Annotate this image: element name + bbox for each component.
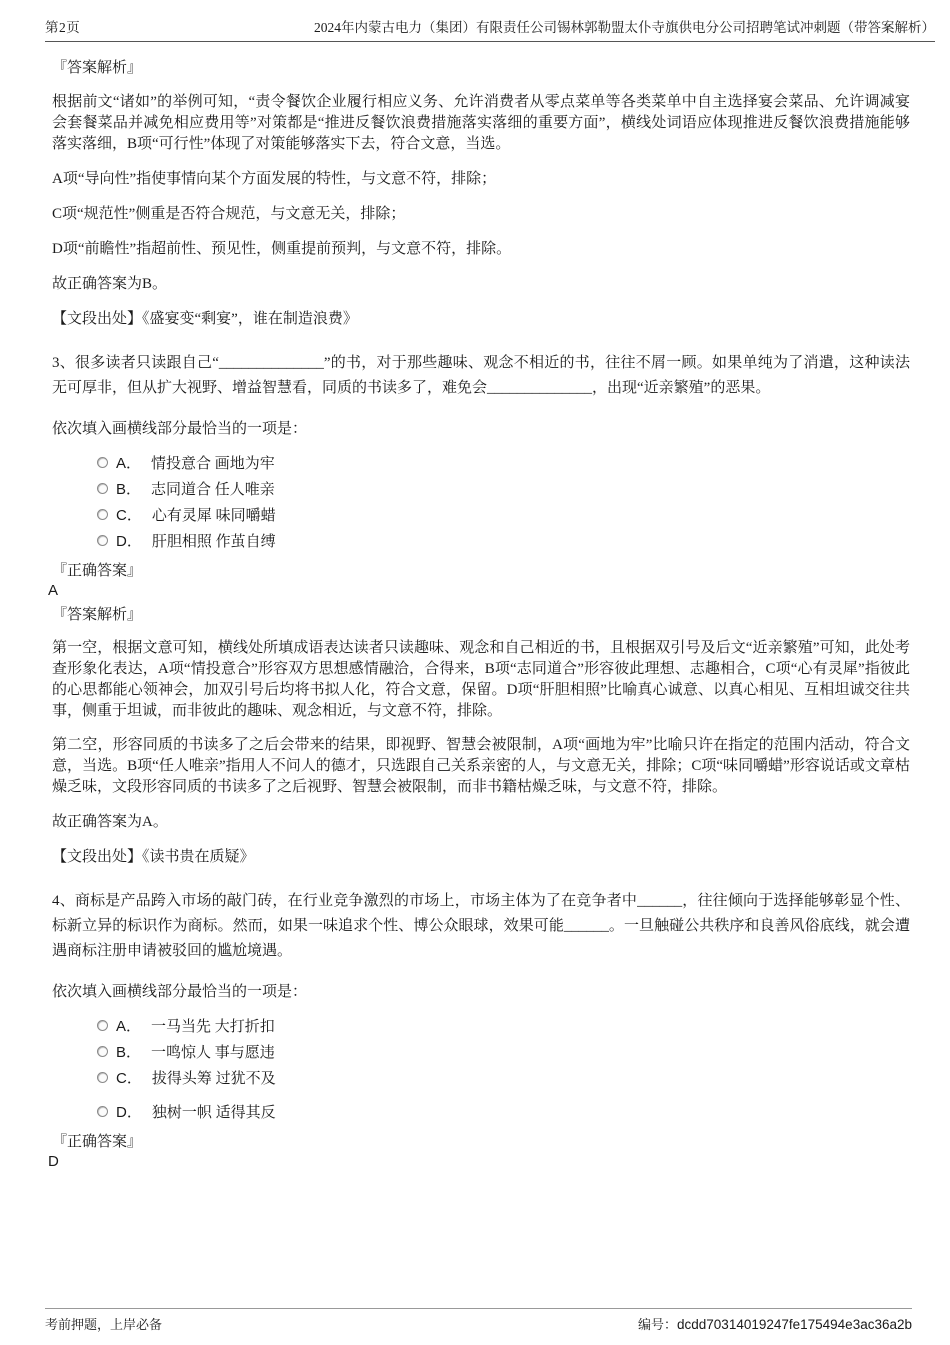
q2-analysis-heading: 『答案解析』 [52, 60, 143, 76]
question-3-instruction: 依次填入画横线部分最恰当的一项是： [52, 421, 308, 437]
option-text: 志同道合 任人唯亲 [151, 481, 275, 498]
q4-answer-heading: 『正确答案』 [52, 1134, 143, 1150]
option-letter: D． [116, 1103, 142, 1121]
option-letter: B． [116, 480, 142, 498]
radio-icon[interactable] [97, 457, 108, 468]
radio-icon[interactable] [97, 1046, 108, 1057]
option-text: 一马当先 大打折扣 [151, 1018, 275, 1035]
footer-code-wrap [638, 1314, 912, 1333]
q2-conclusion: 故正确答案为B。 [52, 276, 168, 292]
option-text: 情投意合 画地为牢 [151, 455, 275, 472]
q3-analysis-heading: 『答案解析』 [52, 607, 143, 623]
radio-icon[interactable] [97, 535, 108, 546]
radio-icon[interactable] [97, 1020, 108, 1031]
question-4-option-a[interactable] [97, 1012, 910, 1038]
option-text: 心有灵犀 味同嚼蜡 [151, 507, 276, 524]
option-text: 一鸣惊人 事与愿违 [151, 1044, 275, 1061]
question-4-instruction: 依次填入画横线部分最恰当的一项是： [52, 984, 308, 1000]
document-title: 2024年内蒙古电力（集团）有限责任公司锡林郭勒盟太仆寺旗供电分公司招聘笔试冲刺题（带答案解析） [314, 20, 935, 35]
q2-analysis-option-a: A项“导向性”指使事情向某个方面发展的特性，与文意不符，排除； [52, 171, 497, 187]
q3-source-reference: 【文段出处】《读书贵在质疑》 [52, 849, 255, 865]
option-letter: C． [116, 506, 142, 524]
radio-icon[interactable] [97, 483, 108, 494]
radio-icon[interactable] [97, 1106, 108, 1117]
q3-analysis-paragraph-2: 第二空，形容同质的书读多了之后会带来的结果，即视野、智慧会被限制，A项“画地为牢”比喻只许在指定的范围内活动，符合文意，当选。B项“任人唯亲”指用人不问人的德才，只选跟自己关系亲密的人，与文意无关，排除；C项“味同嚼蜡”形容说话或文章枯燥乏味，文段形容同质的书读多了之后视野、智慧会被限制，而非书籍枯燥乏味，与文意不符，排除。 [52, 737, 910, 795]
q3-answer-heading: 『正确答案』 [52, 563, 143, 579]
q3-analysis-paragraph-1: 第一空，根据文意可知，横线处所填成语表达读者只读趣味、观念和自己相近的书，且根据双引号及后文“近亲繁殖”可知，此处考查形象化表达，A项“情投意合”形容双方思想感情融洽，合得来，B项“志同道合”形容彼此理想、志趣相合，C项“心有灵犀”指彼此的心思都能心领神会，加双引号后均将书拟人化，符合文意，保留。D项“肝胆相照”比喻真心诚意、以真心相见、互相坦诚交往共事，侧重于坦诚，而非彼此的趣味、观念相近，与文意不符，排除。 [52, 640, 910, 719]
q3-answer-letter: A [48, 582, 59, 599]
option-letter: D． [116, 532, 142, 550]
option-text: 独树一帜 适得其反 [151, 1104, 276, 1121]
question-3-option-b[interactable] [97, 475, 910, 501]
q3-conclusion: 故正确答案为A。 [52, 814, 168, 830]
question-4-options [52, 1012, 910, 1124]
question-3-option-c[interactable] [97, 501, 910, 527]
footer-code: dcdd70314019247fe175494e3ac36a2b [677, 1317, 912, 1332]
question-3-option-a[interactable] [97, 449, 910, 475]
question-3-stem: 3、很多读者只读跟自己“______________”的书，对于那些趣味、观念不相近的书，往往不屑一顾。如果单纯为了消遣，这种读法无可厚非，但从扩大视野、增益智慧看，同质的书读多了，难免会______________，出现“近亲繁殖”的恶果。 [52, 355, 910, 396]
question-4-stem: 4、商标是产品跨入市场的敲门砖，在行业竞争激烈的市场上，市场主体为了在竞争者中______，往往倾向于选择能够彰显个性、标新立异的标识作为商标。然而，如果一味追求个性、博公众眼球，效果可能______。一旦触碰公共秩序和良善风俗底线，就会遭遇商标注册申请被驳回的尴尬境遇。 [52, 893, 910, 959]
question-4-option-b[interactable] [97, 1038, 910, 1064]
q2-analysis-option-c: C项“规范性”侧重是否符合规范，与文意无关，排除； [52, 206, 406, 222]
option-letter: C． [116, 1069, 142, 1087]
option-letter: B． [116, 1043, 142, 1061]
question-4-option-d[interactable] [97, 1098, 910, 1124]
q2-analysis-paragraph: 根据前文“诸如”的举例可知，“责令餐饮企业履行相应义务、允许消费者从零点菜单等各类菜单中自主选择宴会菜品、允许调减宴会套餐菜品并减免相应费用等”对策都是“推进反餐饮浪费措施落实落细的重要方面”，横线处词语应体现推进反餐饮浪费措施能够落实落细，B项“可行性”体现了对策能够落实下去，符合文意，当选。 [52, 94, 910, 152]
option-text: 拔得头筹 过犹不及 [151, 1070, 276, 1087]
q2-analysis-option-d: D项“前瞻性”指超前性、预见性，侧重提前预判，与文意不符，排除。 [52, 241, 512, 257]
page-content [0, 42, 950, 1172]
question-3-option-d[interactable] [97, 527, 910, 553]
question-4-option-c[interactable] [97, 1064, 910, 1090]
footer-slogan: 考前押题，上岸必备 [45, 1317, 163, 1332]
q2-source-reference: 【文段出处】《盛宴变“剩宴”，谁在制造浪费》 [52, 311, 358, 327]
page-number: 第2页 [45, 20, 81, 35]
page-header [45, 16, 935, 42]
q4-answer-letter: D [48, 1153, 59, 1170]
radio-icon[interactable] [97, 1072, 108, 1083]
option-letter: A． [116, 454, 142, 472]
option-text: 肝胆相照 作茧自缚 [151, 533, 276, 550]
radio-icon[interactable] [97, 509, 108, 520]
option-letter: A． [116, 1017, 142, 1035]
footer-code-label: 编号： [638, 1317, 678, 1332]
page-footer [45, 1308, 912, 1333]
question-3-options [52, 449, 910, 553]
